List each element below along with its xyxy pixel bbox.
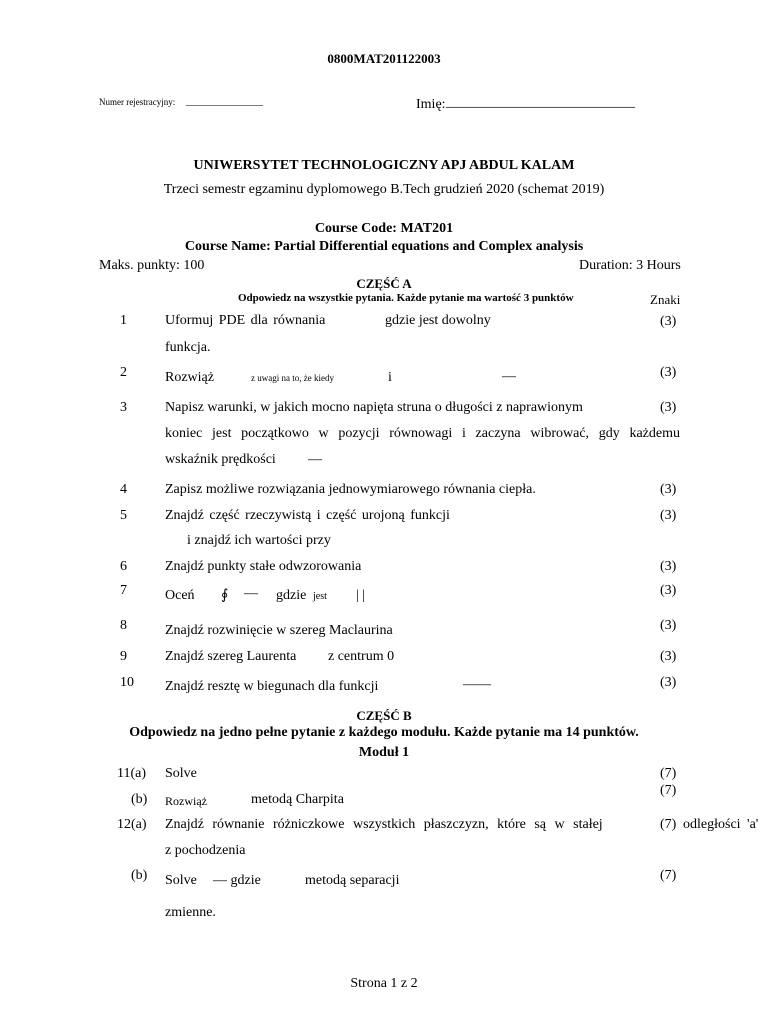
question-text: Solve <box>165 873 197 888</box>
question-number: 4 <box>120 482 127 497</box>
question-text: metodą separacji <box>305 873 400 888</box>
question-number: 9 <box>120 649 127 664</box>
page-number: Strona 1 z 2 <box>350 976 418 991</box>
question-text: i znajdź ich wartości przy <box>187 533 331 548</box>
question-number: 1 <box>120 313 127 328</box>
exam-title: Trzeci semestr egzaminu dyplomowego B.Tech grudzień 2020 (schemat 2019) <box>163 182 605 197</box>
question-marks: (3) <box>660 675 677 690</box>
question-number: 8 <box>120 618 127 633</box>
question-text: z uwagi na to, że kiedy <box>251 373 334 383</box>
name-line: ___________________________ <box>446 95 635 110</box>
question-text: gdzie jest dowolny <box>385 313 491 328</box>
question-text: jest <box>313 591 327 602</box>
question-text: Znajdź część rzeczywistą i część urojoną funkcji <box>165 508 450 523</box>
course-name: Course Name: Partial Differential equations and Complex analysis <box>184 239 584 254</box>
question-number: 7 <box>120 583 127 598</box>
part-b-title: CZĘŚĆ B <box>356 708 412 723</box>
dash-symbol: — <box>502 369 516 384</box>
question-text: Znajdź rozwinięcie w szereg Maclaurina <box>165 623 393 638</box>
question-text: Znajdź punkty stałe odwzorowania <box>165 559 362 574</box>
question-marks: (3) <box>660 314 677 329</box>
question-text: i <box>388 370 392 385</box>
modulus-symbol: | | <box>356 588 366 603</box>
part-a-instruction: Odpowiedz na wszystkie pytania. Każde pytanie ma wartość 3 punktów <box>238 292 574 304</box>
question-text: funkcja. <box>165 340 211 355</box>
question-text: wskaźnik prędkości <box>165 452 276 467</box>
question-text: z centrum 0 <box>328 649 395 664</box>
question-text: Znajdź szereg Laurenta <box>165 649 297 664</box>
question-text: koniec jest początkowo w pozycji równowagi i zaczyna wibrować, gdy każdemu <box>165 426 680 441</box>
question-number: 5 <box>120 508 127 523</box>
name-label: Imię: <box>416 97 446 112</box>
question-marks: (3) <box>660 559 677 574</box>
question-marks: (7) <box>660 783 677 798</box>
question-text: gdzie <box>276 588 307 603</box>
question-marks: (3) <box>660 365 677 380</box>
question-marks: (3) <box>660 508 677 523</box>
duration: Duration: 3 Hours <box>579 258 681 273</box>
question-number: (b) <box>131 792 148 807</box>
question-number: 2 <box>120 365 127 380</box>
marks-header: Znaki <box>650 292 681 307</box>
question-marks: (3) <box>660 400 677 415</box>
question-text: Rozwiąż <box>165 370 214 385</box>
question-marks: (3) <box>660 618 677 633</box>
question-text: Znajdź równanie różniczkowe wszystkich płaszczyzn, które są w stałej <box>165 817 603 832</box>
question-text: z pochodzenia <box>165 843 246 858</box>
part-b-instruction: Odpowiedz na jedno pełne pytanie z każdego modułu. Każde pytanie ma 14 punktów. <box>129 725 639 740</box>
question-text: Rozwiąż <box>165 794 207 808</box>
paper-code: 0800MAT201122003 <box>327 51 441 66</box>
question-marks: (3) <box>660 583 677 598</box>
dash-symbol: —— <box>463 677 491 692</box>
dash-symbol: — <box>308 452 322 467</box>
question-text: — gdzie <box>213 873 261 888</box>
question-text: Uformuj PDE dla równania <box>165 313 326 328</box>
question-marks: (7) <box>660 868 677 883</box>
question-text: Solve <box>165 766 197 781</box>
course-code: Course Code: MAT201 <box>314 221 454 236</box>
registration-label: Numer rejestracyjny: <box>99 97 176 107</box>
question-number: 11(a) <box>117 766 147 781</box>
question-marks: (3) <box>660 649 677 664</box>
question-text: odległości 'a' <box>683 817 759 832</box>
question-text: zmienne. <box>165 905 216 920</box>
contour-integral-symbol: ∮ <box>221 588 229 603</box>
question-number: 3 <box>120 400 127 415</box>
question-marks: (3) <box>660 482 677 497</box>
question-text: metodą Charpita <box>251 792 344 807</box>
question-text: Zapisz możliwe rozwiązania jednowymiarowego równania ciepła. <box>165 482 536 497</box>
question-number: 10 <box>120 675 134 690</box>
module-title: Moduł 1 <box>358 745 410 760</box>
university-name: UNIWERSYTET TECHNOLOGICZNY APJ ABDUL KALAM <box>193 158 575 173</box>
question-number: 6 <box>120 559 127 574</box>
question-number: 12(a) <box>117 817 147 832</box>
question-marks: (7) <box>660 817 677 832</box>
question-marks: (7) <box>660 766 677 781</box>
question-text: Oceń <box>165 588 195 603</box>
question-text: Napisz warunki, w jakich mocno napięta struna o długości z naprawionym <box>165 400 583 415</box>
max-points: Maks. punkty: 100 <box>99 258 205 273</box>
registration-line: ______________ <box>186 95 263 107</box>
dash-symbol: — <box>244 586 258 601</box>
question-text: Znajdź resztę w biegunach dla funkcji <box>165 679 379 694</box>
part-a-title: CZĘŚĆ A <box>356 276 412 291</box>
question-number: (b) <box>131 868 148 883</box>
